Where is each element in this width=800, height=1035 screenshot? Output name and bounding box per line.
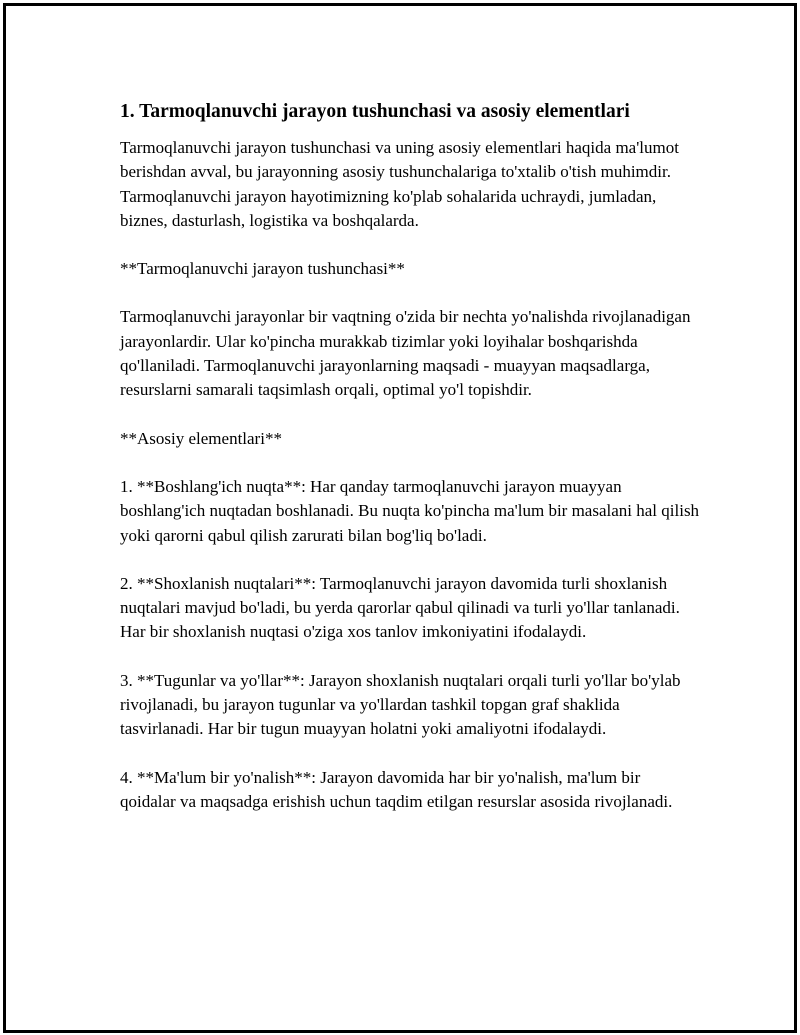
document-title: 1. Tarmoqlanuvchi jarayon tushunchasi va asosiy elementlari	[120, 101, 630, 122]
element-item-nodes-paths: 3. **Tugunlar va yo'llar**: Jarayon shoxlanish nuqtalari orqali turli yo'llar bo'ylab rivojlanadi, bu jarayon tugunlar va yo'llardan tashkil topgan graf shaklida tasvirlanadi. Har bir tugun muayyan holatni yoki amaliyotni ifodalaydi.	[120, 670, 681, 739]
section-heading-elements: **Asosiy elementlari**	[120, 428, 282, 448]
element-item-branch-points: 2. **Shoxlanish nuqtalari**: Tarmoqlanuvchi jarayon davomida turli shoxlanish nuqtalari mavjud bo'ladi, bu yerda qarorlar qabul qilinadi va turli yo'llar tanlanadi. Har bir shoxlanish nuqtasi o'ziga xos tanlov imkoniyatini ifodalaydi.	[120, 573, 680, 642]
page-frame	[3, 3, 797, 1033]
intro-paragraph: Tarmoqlanuvchi jarayon tushunchasi va uning asosiy elementlari haqida ma'lumot berishdan avval, bu jarayonning asosiy tushunchalariga to'xtalib o'tish muhimdir. Tarmoqlanuvchi jarayon hayotimizning ko'plab sohalarida uchraydi, jumladan, biznes, dasturlash, logistika va boshqalarda.	[120, 138, 679, 230]
document-body	[120, 98, 700, 838]
section-heading-concept: **Tarmoqlanuvchi jarayon tushunchasi**	[120, 259, 405, 279]
element-item-start-point: 1. **Boshlang'ich nuqta**: Har qanday tarmoqlanuvchi jarayon muayyan boshlang'ich nuqtadan boshlanadi. Bu nuqta ko'pincha ma'lum bir masalani hal qilish yoki qarorni qabul qilish zarurati bilan bog'liq bo'ladi.	[120, 476, 700, 545]
element-item-direction: 4. **Ma'lum bir yo'nalish**: Jarayon davomida har bir yo'nalish, ma'lum bir qoidalar va maqsadga erishish uchun taqdim etilgan resurslar asosida rivojlanadi.	[120, 767, 673, 811]
concept-paragraph: Tarmoqlanuvchi jarayonlar bir vaqtning o'zida bir nechta yo'nalishda rivojlanadigan jarayonlardir. Ular ko'pincha murakkab tizimlar yoki loyihalar boshqarishda qo'llaniladi. Tarmoqlanuvchi jarayonlarning maqsadi - muayyan maqsadlarga, resurslarni samarali taqsimlash orqali, optimal yo'l topishdir.	[120, 307, 691, 400]
